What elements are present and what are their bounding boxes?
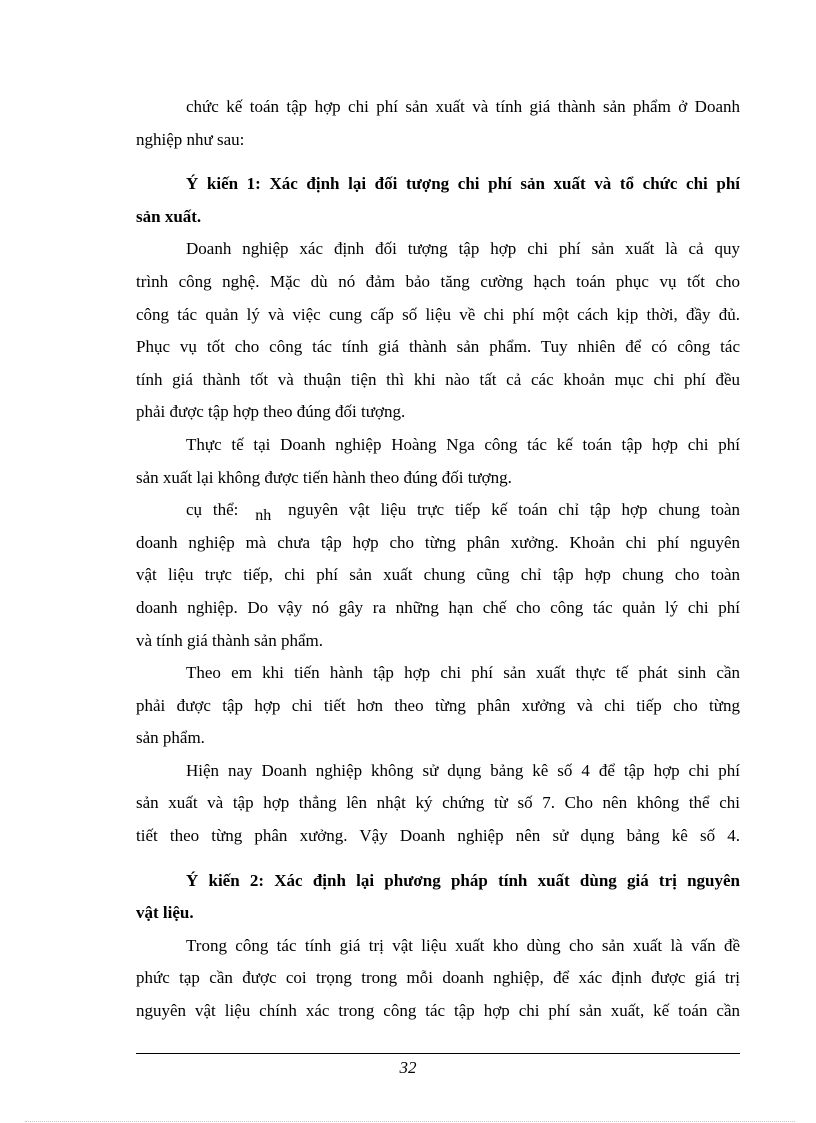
paragraph-1-line-6: phải được tập hợp theo đúng đối tượng. xyxy=(136,402,406,422)
paragraph-5-line-2: sản xuất và tập hợp thẳng lên nhật ký chứng từ số 7. Cho nên không thể chi xyxy=(136,793,740,813)
paragraph-4-line-2: phải được tập hợp chi tiết hơn theo từng phân xưởng và chi tiếp cho từng xyxy=(136,695,740,715)
footer-divider xyxy=(136,1053,740,1054)
page-edge-divider xyxy=(25,1121,795,1122)
paragraph-3-line-1 xyxy=(136,497,740,530)
paragraph-1-line-5: tính giá thành tốt và thuận tiện thì khi nào tất cả các khoản mục chi phí đều xyxy=(136,369,740,389)
paragraph-3-rest: nguyên vật liệu trực tiếp kế toán chỉ tập hợp chung toàn xyxy=(288,500,740,520)
paragraph-5-line-1: Hiện nay Doanh nghiệp không sử dụng bảng kê số 4 để tập hợp chi phí xyxy=(186,760,740,780)
paragraph-4-line-1: Theo em khi tiến hành tập hợp chi phí sản xuất thực tế phát sinh cần xyxy=(186,663,740,683)
paragraph-6-line-3: nguyên vật liệu chính xác trong công tác tập hợp chi phí sản xuất, kế toán cần xyxy=(136,1001,740,1021)
heading-1-line-1: Ý kiến 1: Xác định lại đối tượng chi phí sản xuất và tổ chức chi phí xyxy=(186,174,740,194)
paragraph-4-line-3: sản phẩm. xyxy=(136,728,205,748)
paragraph-3-prefix: cụ thể: xyxy=(186,500,239,520)
paragraph-1-line-2: trình công nghệ. Mặc dù nó đảm bảo tăng cường hạch toán phục vụ tốt cho xyxy=(136,271,740,291)
page-body xyxy=(136,94,740,1031)
intro-line-2: nghiệp như sau: xyxy=(136,129,245,149)
paragraph-2-line-2: sản xuất lại không được tiến hành theo đúng đối tượng. xyxy=(136,467,512,487)
heading-1-line-2: sản xuất. xyxy=(136,206,202,226)
paragraph-6-line-1: Trong công tác tính giá trị vật liệu xuất kho dùng cho sản xuất là vấn đề xyxy=(186,935,740,955)
page-number: 32 xyxy=(399,1058,417,1077)
paragraph-6-line-2: phức tạp cần được coi trọng trong mỗi doanh nghiệp, để xác định được giá trị xyxy=(136,968,740,988)
paragraph-3-line-2: doanh nghiệp mà chưa tập hợp cho từng phân xưởng. Khoản chi phí nguyên xyxy=(136,532,740,552)
paragraph-3-line-3: vật liệu trực tiếp, chi phí sản xuất chung cũng chỉ tập hợp chung cho toàn xyxy=(136,565,740,585)
heading-2-line-2: vật liệu. xyxy=(136,903,194,923)
paragraph-1-line-1: Doanh nghiệp xác định đối tượng tập hợp chi phí sản xuất là cả quy xyxy=(186,239,740,259)
paragraph-3-marker: nh xyxy=(255,507,272,525)
heading-2-line-1: Ý kiến 2: Xác định lại phương pháp tính xuất dùng giá trị nguyên xyxy=(186,870,740,890)
paragraph-1-line-3: công tác quản lý và việc cung cấp số liệu về chi phí một cách kịp thời, đầy đủ. xyxy=(136,304,740,324)
paragraph-3-line-5: và tính giá thành sản phẩm. xyxy=(136,630,323,650)
intro-line-1: chức kế toán tập hợp chi phí sản xuất và tính giá thành sản phẩm ở Doanh xyxy=(186,97,740,116)
paragraph-2-line-1: Thực tế tại Doanh nghiệp Hoàng Nga công tác kế toán tập hợp chi phí xyxy=(186,434,740,454)
paragraph-5-line-3: tiết theo từng phân xưởng. Vậy Doanh nghiệp nên sử dụng bảng kê số 4. xyxy=(136,826,740,846)
paragraph-1-line-4: Phục vụ tốt cho công tác tính giá thành sản phẩm. Tuy nhiên để có công tác xyxy=(136,337,740,357)
paragraph-3-line-4: doanh nghiệp. Do vậy nó gây ra những hạn chế cho công tác quản lý chi phí xyxy=(136,597,740,617)
